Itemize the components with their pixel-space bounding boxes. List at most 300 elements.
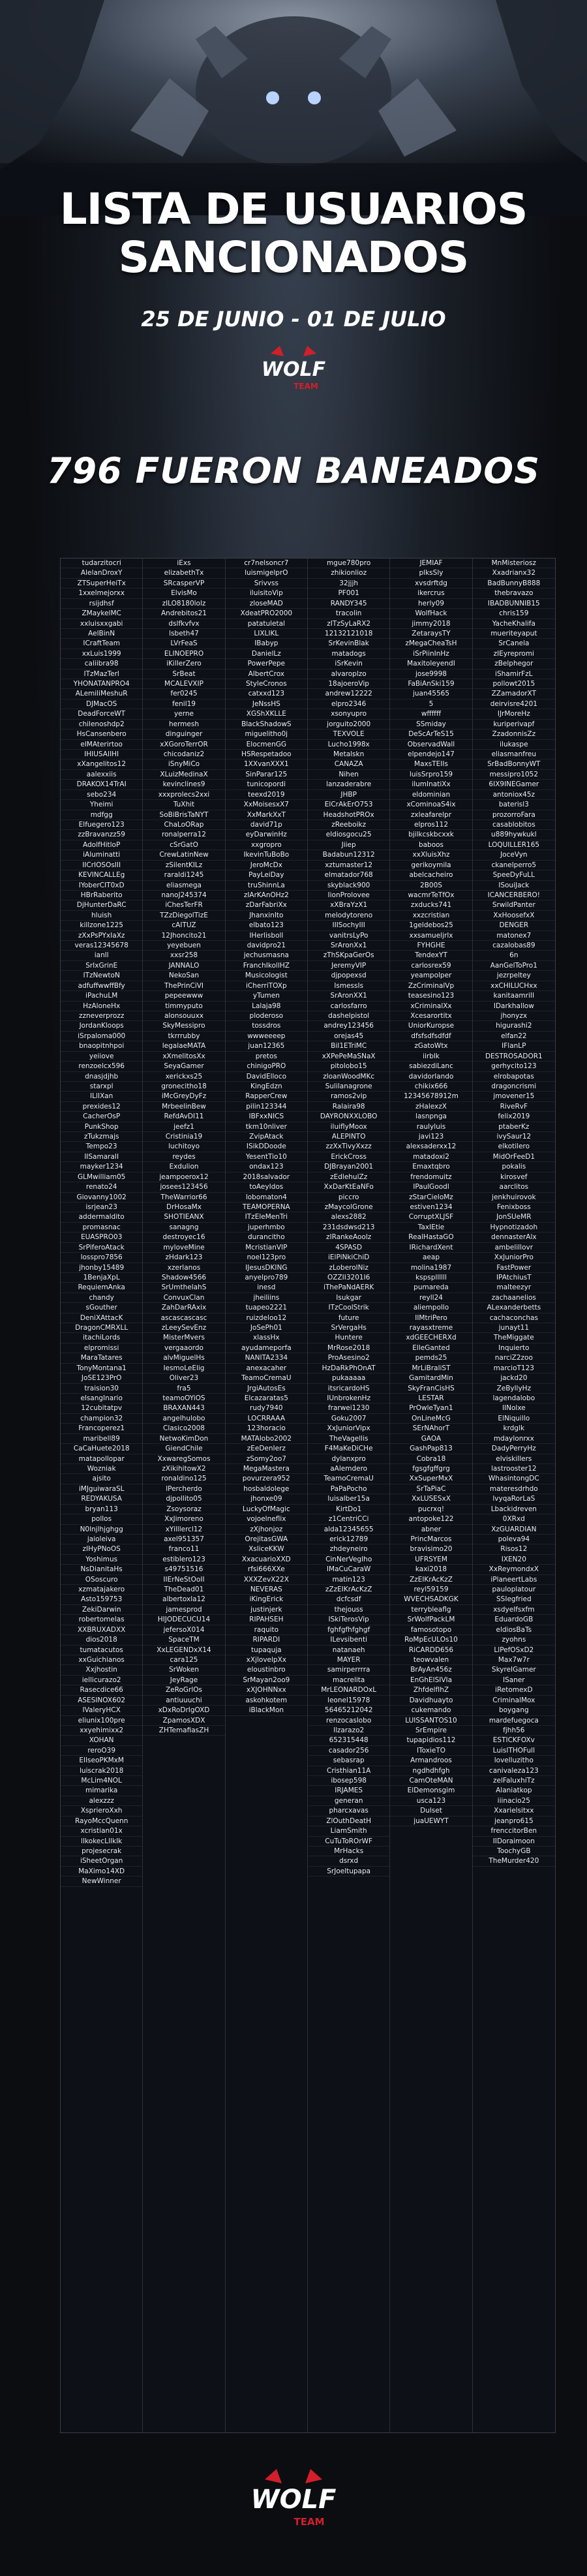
table-cell: jmovener15 bbox=[473, 1092, 555, 1101]
table-cell: Xxadrianx32 bbox=[473, 568, 555, 578]
table-cell: IICrIOSOsIII bbox=[61, 861, 142, 870]
table-cell: renzoelcx596 bbox=[61, 1062, 142, 1071]
table-cell: iPachuLM bbox=[61, 991, 142, 1001]
table-cell: kirosvef bbox=[473, 1173, 555, 1182]
table-cell: IHIUSAIIHI bbox=[61, 750, 142, 759]
table-cell: frenccitorBen bbox=[473, 1826, 555, 1836]
table-cell: jezrpeltey bbox=[473, 971, 555, 981]
table-cell: mdaylonrxx bbox=[473, 1434, 555, 1444]
table-cell: elpros112 bbox=[390, 820, 472, 830]
table-cell: zLeeySevEnz bbox=[143, 1323, 224, 1333]
table-cell: ZzEIKrAcKzZ bbox=[390, 1575, 472, 1585]
table-cell: DJMacOS bbox=[61, 699, 142, 709]
table-cell: WVECHSADKGK bbox=[390, 1595, 472, 1604]
table-cell: JonSUeMR bbox=[473, 1212, 555, 1222]
table-cell: IBabyp bbox=[226, 639, 307, 649]
table-cell: estiven1234 bbox=[390, 1203, 472, 1212]
table-cell: addermaldito bbox=[61, 1212, 142, 1222]
table-cell: xDxRoDrIgOXD bbox=[143, 1706, 224, 1715]
table-cell: pharcxavas bbox=[308, 1806, 389, 1816]
table-cell: s49751516 bbox=[143, 1565, 224, 1574]
table-cell: Metalskn bbox=[308, 750, 389, 759]
table-cell: anyelpro789 bbox=[226, 1273, 307, 1283]
table-cell: TuXhit bbox=[143, 800, 224, 810]
table-cell: iKillerZero bbox=[143, 659, 224, 669]
table-cell: 12132121018 bbox=[308, 629, 389, 639]
table-cell: mimarika bbox=[61, 1786, 142, 1796]
table-cell: Exdulion bbox=[143, 1162, 224, 1172]
table-cell: tkrrrubby bbox=[143, 1032, 224, 1041]
table-cell: IIErNeStOoII bbox=[143, 1575, 224, 1585]
table-cell: XxJimoreno bbox=[143, 1514, 224, 1524]
table-cell: 12Jhoncito21 bbox=[143, 931, 224, 941]
table-cell: fenil19 bbox=[143, 699, 224, 709]
table-column bbox=[390, 559, 472, 2432]
table-cell: ISkiTerosVip bbox=[308, 1615, 389, 1625]
table-cell: RealHastaGO bbox=[390, 1233, 472, 1242]
table-cell: Lalaja98 bbox=[226, 1002, 307, 1011]
table-cell: xdGEECHERXd bbox=[390, 1333, 472, 1343]
table-cell: zMegaCheaTsH bbox=[390, 639, 472, 649]
table-cell: XOHAN bbox=[61, 1736, 142, 1745]
table-cell: Lucho1998x bbox=[308, 740, 389, 750]
table-cell: antopoke122 bbox=[390, 1514, 472, 1524]
table-cell: Yoshimus bbox=[61, 1555, 142, 1565]
table-cell: RoMpEcULOs10 bbox=[390, 1635, 472, 1645]
table-cell: Oliver23 bbox=[143, 1373, 224, 1383]
table-cell: lovelluzitho bbox=[473, 1756, 555, 1766]
table-cell: xxLuis1999 bbox=[61, 649, 142, 659]
table-cell: Dulset bbox=[390, 1806, 472, 1816]
table-cell: junayt11 bbox=[473, 1323, 555, 1333]
table-cell: carlosrex59 bbox=[390, 961, 472, 971]
table-cell: reydes bbox=[143, 1152, 224, 1162]
table-cell: promasnac bbox=[61, 1223, 142, 1233]
table-cell: SkyFranCisHS bbox=[390, 1384, 472, 1394]
table-cell: xztumaster12 bbox=[308, 861, 389, 870]
table-cell: ivySaur12 bbox=[473, 1132, 555, 1142]
table-cell: zXjhonjoz bbox=[226, 1525, 307, 1535]
table-cell: jaioleiva bbox=[61, 1535, 142, 1544]
table-column bbox=[226, 559, 308, 2432]
table-cell: ElCrAkErO753 bbox=[308, 800, 389, 810]
table-cell: CuTuToROrWF bbox=[308, 1837, 389, 1847]
table-cell: SrWoken bbox=[143, 1665, 224, 1675]
table-cell: zILO8180lolz bbox=[143, 599, 224, 609]
table-cell: ILlIXan bbox=[61, 1092, 142, 1101]
table-cell: CaCaHuete2018 bbox=[61, 1444, 142, 1454]
table-cell: lPercherdo bbox=[143, 1484, 224, 1494]
table-cell: erick12789 bbox=[308, 1535, 389, 1544]
table-cell: Inquierto bbox=[473, 1343, 555, 1353]
table-cell: aeap bbox=[390, 1253, 472, 1263]
table-cell: IesmoLeElig bbox=[143, 1364, 224, 1373]
table-cell: XxDarKtEaNFo bbox=[308, 1182, 389, 1192]
table-cell: casablobitos bbox=[473, 820, 555, 830]
table-cell: baboos bbox=[390, 840, 472, 850]
table-cell: MisterMvers bbox=[143, 1333, 224, 1343]
table-cell: pukaaaaa bbox=[308, 1373, 389, 1383]
table-cell: ckanelperro5 bbox=[473, 861, 555, 870]
table-cell: xsdyelfsxfm bbox=[473, 1605, 555, 1615]
table-cell: DJBrayan2001 bbox=[308, 1162, 389, 1172]
table-cell: xXBraYzX1 bbox=[308, 900, 389, 910]
table-cell: ayudameporfa bbox=[226, 1343, 307, 1353]
table-cell: zelFaluxhiTz bbox=[473, 1776, 555, 1786]
table-cell: axel951357 bbox=[143, 1535, 224, 1544]
table-cell: Sulilanagrone bbox=[308, 1082, 389, 1092]
table-cell: CorruptXLJSF bbox=[390, 1212, 472, 1222]
table-cell: xerickxs25 bbox=[143, 1072, 224, 1082]
table-cell: pilin123344 bbox=[226, 1102, 307, 1112]
table-cell: IFlanLP bbox=[473, 1041, 555, 1051]
table-cell: pokalis bbox=[473, 1162, 555, 1172]
table-cell: lanzaderabre bbox=[308, 780, 389, 790]
table-cell: zIRankeAoolz bbox=[308, 1233, 389, 1242]
table-cell: starxpl bbox=[61, 1082, 142, 1092]
table-cell: angelhulobo bbox=[143, 1414, 224, 1424]
table-cell: 2018salvador bbox=[226, 1173, 307, 1182]
table-cell: jheiliins bbox=[226, 1293, 307, 1303]
table-cell: IJesusDKING bbox=[226, 1263, 307, 1273]
table-cell: baterisl3 bbox=[473, 800, 555, 810]
table-cell: XxwaregSomos bbox=[143, 1454, 224, 1464]
table-cell: NetwoKimDon bbox=[143, 1434, 224, 1444]
table-cell: aarclitos bbox=[473, 1182, 555, 1192]
table-cell: Elcazaratas5 bbox=[226, 1394, 307, 1403]
table-cell: LuckyOfMagic bbox=[226, 1505, 307, 1514]
table-cell: lagendalobo bbox=[473, 1394, 555, 1403]
table-cell: SrwildPanter bbox=[473, 900, 555, 910]
table-cell: krdglk bbox=[473, 1424, 555, 1434]
table-cell: DadyPerryHz bbox=[473, 1444, 555, 1454]
table-cell: iShamirFzL bbox=[473, 669, 555, 679]
table-cell: boygang bbox=[473, 1706, 555, 1715]
table-cell: XdeatPRO2000 bbox=[226, 609, 307, 619]
table-cell: fra5 bbox=[143, 1384, 224, 1394]
table-cell: ilukaspe bbox=[473, 740, 555, 750]
table-cell: iRetomexD bbox=[473, 1685, 555, 1695]
table-cell: Davidhuayto bbox=[390, 1696, 472, 1706]
table-cell: REDYAKUSA bbox=[61, 1494, 142, 1504]
table-cell: SoBiBrisTaNYT bbox=[143, 810, 224, 820]
table-cell: veras12345678 bbox=[61, 941, 142, 951]
table-cell: alda12345655 bbox=[308, 1525, 389, 1535]
table-cell: CinNerVegIho bbox=[308, 1555, 389, 1565]
table-cell: Wozniak bbox=[61, 1464, 142, 1474]
table-cell: IValeryHCX bbox=[61, 1706, 142, 1715]
table-cell: ITzNewtoN bbox=[61, 971, 142, 981]
table-cell: lIkokecLlIkIk bbox=[61, 1837, 142, 1847]
table-cell: elfan22 bbox=[473, 1032, 555, 1041]
table-cell: jeefz1 bbox=[143, 1122, 224, 1132]
table-cell: SrUmthelahS bbox=[143, 1283, 224, 1293]
table-cell: SkyreIGamer bbox=[473, 1665, 555, 1675]
table-cell: ElDemonsgim bbox=[390, 1786, 472, 1796]
table-cell: NewWinner bbox=[61, 1877, 142, 1886]
table-cell: JeyRage bbox=[143, 1676, 224, 1685]
table-cell: TEXVOLE bbox=[308, 729, 389, 739]
table-cell: XLuizMedinaX bbox=[143, 770, 224, 780]
table-cell: bjilkcskbcxxk bbox=[390, 830, 472, 840]
table-cell: aAlemdero bbox=[308, 1464, 389, 1474]
hero-illustration bbox=[0, 0, 587, 215]
table-cell: pitolobo15 bbox=[308, 1062, 389, 1071]
table-cell: NsDianitaHs bbox=[61, 1565, 142, 1574]
table-cell: YHONATANPRO4 bbox=[61, 679, 142, 689]
table-cell: pumareda bbox=[390, 1283, 472, 1293]
table-cell: davidpro21 bbox=[226, 941, 307, 951]
table-cell: anexacaher bbox=[226, 1364, 307, 1373]
table-cell: MidOrFeeD1 bbox=[473, 1152, 555, 1162]
table-cell: IRichardXent bbox=[390, 1243, 472, 1253]
table-cell: alvaroplzo bbox=[308, 669, 389, 679]
table-cell: OnLineMcG bbox=[390, 1414, 472, 1424]
table-cell: itachiLords bbox=[61, 1333, 142, 1343]
table-cell: 32jjjh bbox=[308, 579, 389, 589]
table-cell: SkyMessipro bbox=[143, 1021, 224, 1031]
table-column bbox=[143, 559, 225, 2432]
table-cell: zachaanelios bbox=[473, 1293, 555, 1303]
table-cell: tracolin bbox=[308, 609, 389, 619]
table-cell: yTumen bbox=[226, 991, 307, 1001]
table-cell: iChesTerFR bbox=[143, 900, 224, 910]
table-cell: xCominoaS4ix bbox=[390, 800, 472, 810]
table-cell: KingEdzn bbox=[226, 1082, 307, 1092]
table-cell: HSRespetadoo bbox=[226, 750, 307, 759]
table-cell: BrAyAn456z bbox=[390, 1665, 472, 1675]
table-cell: miguelitho0j bbox=[226, 729, 307, 739]
table-cell: TaxIEtie bbox=[390, 1223, 472, 1233]
table-cell: iMJguiwaraSL bbox=[61, 1484, 142, 1494]
table-cell: NANITA2334 bbox=[226, 1353, 307, 1363]
table-cell: Musicologist bbox=[226, 971, 307, 981]
table-cell: fghfgfhfghgf bbox=[308, 1625, 389, 1635]
table-cell: XxacuarioXXD bbox=[226, 1555, 307, 1565]
table-cell: skyblack900 bbox=[308, 881, 389, 891]
table-cell: CriminalMox bbox=[473, 1696, 555, 1706]
table-cell: 12cubitatpv bbox=[61, 1403, 142, 1413]
table-cell: 1XXvanXXX1 bbox=[226, 759, 307, 769]
table-cell: JeNssHS bbox=[226, 699, 307, 709]
table-cell: jhonxe09 bbox=[226, 1494, 307, 1504]
table-cell: zReeboikz bbox=[308, 820, 389, 830]
table-cell: teowvalen bbox=[390, 1655, 472, 1665]
table-cell: elsangInario bbox=[61, 1394, 142, 1403]
table-cell: kevinclines9 bbox=[143, 780, 224, 790]
table-cell: ALexanderbetts bbox=[473, 1303, 555, 1313]
table-cell: xYilllercl12 bbox=[143, 1525, 224, 1535]
table-cell: franco11 bbox=[143, 1544, 224, 1554]
wolf-logo-icon bbox=[258, 345, 329, 395]
table-cell: MaxsTEIIs bbox=[390, 759, 472, 769]
table-cell: ALemiliMeshuR bbox=[61, 689, 142, 699]
table-cell: 0XRxd bbox=[473, 1514, 555, 1524]
table-cell: lobomaton4 bbox=[226, 1193, 307, 1203]
table-cell: SrJoeltupapa bbox=[308, 1867, 389, 1877]
table-cell: LlPefOSxD2 bbox=[473, 1646, 555, 1655]
table-cell: Rasecdice66 bbox=[61, 1685, 142, 1695]
table-cell: cr7nelsoncr7 bbox=[226, 559, 307, 568]
table-cell: eliunix100pre bbox=[61, 1716, 142, 1726]
table-cell: askohkotem bbox=[226, 1696, 307, 1706]
table-cell: pollos bbox=[61, 1514, 142, 1524]
table-cell: ilumInatiXx bbox=[390, 780, 472, 790]
table-cell: ramos2vip bbox=[308, 1092, 389, 1101]
table-cell: melodytoreno bbox=[308, 911, 389, 921]
table-cell: raquito bbox=[226, 1625, 307, 1635]
table-cell: PayLeiDay bbox=[226, 870, 307, 880]
table-cell: BadBunnyB888 bbox=[473, 579, 555, 589]
table-column bbox=[308, 559, 390, 2432]
table-cell: ISaner bbox=[473, 1676, 555, 1685]
table-cell: generan bbox=[308, 1796, 389, 1806]
table-cell: povurzera952 bbox=[226, 1474, 307, 1484]
table-cell: SrTaPiaC bbox=[390, 1484, 472, 1494]
table-cell: elkotilero bbox=[473, 1142, 555, 1152]
table-cell: jefersoX014 bbox=[143, 1625, 224, 1635]
table-cell: Yheimi bbox=[61, 800, 142, 810]
table-cell: bnaopitnhpoi bbox=[61, 1041, 142, 1051]
table-cell: teexd2019 bbox=[226, 790, 307, 800]
table-cell: Badabun12312 bbox=[308, 850, 389, 860]
table-cell: AlelanDroxY bbox=[61, 568, 142, 578]
table-cell: Goku2007 bbox=[308, 1414, 389, 1424]
table-cell: kanitaamriII bbox=[473, 991, 555, 1001]
table-cell: JhanxinIto bbox=[226, 911, 307, 921]
table-cell: xsonyupro bbox=[308, 709, 389, 719]
table-cell: DanielLz bbox=[226, 649, 307, 659]
table-cell: MaXimo14XD bbox=[61, 1867, 142, 1877]
table-cell: MrRose2018 bbox=[308, 1343, 389, 1353]
table-cell: ZhfdelfIhZ bbox=[390, 1685, 472, 1695]
table-cell: wacmrTeTfOx bbox=[390, 891, 472, 900]
table-cell: mayker1234 bbox=[61, 1162, 142, 1172]
table-cell: Cobra18 bbox=[390, 1454, 472, 1464]
table-cell: ZlOuthDeatH bbox=[308, 1817, 389, 1826]
table-cell: zIEyrepromi bbox=[473, 649, 555, 659]
table-cell: EnGhElSIVIa bbox=[390, 1676, 472, 1685]
table-cell: 1geldebos25 bbox=[390, 921, 472, 930]
table-cell: thebravazo bbox=[473, 589, 555, 598]
table-cell: IYoberCIT0xD bbox=[61, 881, 142, 891]
table-cell: ISouiJack bbox=[473, 881, 555, 891]
table-cell: PaPaPocho bbox=[308, 1484, 389, 1494]
table-cell: chinigoPRO bbox=[226, 1062, 307, 1071]
table-cell: 5 bbox=[390, 699, 472, 709]
table-cell: tumatacutos bbox=[61, 1646, 142, 1655]
table-cell: SrIxGrinE bbox=[61, 961, 142, 971]
table-cell: eldominian bbox=[390, 790, 472, 800]
table-cell: macrelita bbox=[308, 1676, 389, 1685]
table-cell: YesentTio10 bbox=[226, 1152, 307, 1162]
table-cell: MegaMastera bbox=[226, 1464, 307, 1474]
table-cell: jackd20 bbox=[473, 1373, 555, 1383]
table-cell: Nihen bbox=[308, 770, 389, 780]
table-cell: juperhmbo bbox=[226, 1223, 307, 1233]
table-cell: KirtDo1 bbox=[308, 1505, 389, 1514]
table-cell: XxLEGENDxX14 bbox=[143, 1646, 224, 1655]
table-cell: killzone1225 bbox=[61, 921, 142, 930]
table-cell: IToxieTO bbox=[390, 1746, 472, 1756]
table-cell: PowerPepe bbox=[226, 659, 307, 669]
table-cell: JoSE123PrO bbox=[61, 1373, 142, 1383]
table-cell: elizabethTx bbox=[143, 568, 224, 578]
table-cell: IHerlisboll bbox=[226, 931, 307, 941]
table-cell: DAYRONXXLOBO bbox=[308, 1112, 389, 1122]
table-cell: sGouther bbox=[61, 1303, 142, 1313]
table-cell: Shadow4566 bbox=[143, 1273, 224, 1283]
table-cell: SrCanela bbox=[473, 639, 555, 649]
table-cell: zGatoWtx bbox=[390, 1041, 472, 1051]
table-cell: inesd bbox=[226, 1283, 307, 1293]
table-cell: elrobapotas bbox=[473, 1072, 555, 1082]
table-cell: elpendejo147 bbox=[390, 750, 472, 759]
table-cell: abner bbox=[390, 1525, 472, 1535]
table-cell: losspro7856 bbox=[61, 1253, 142, 1263]
table-cell: LiamSmith bbox=[308, 1826, 389, 1836]
table-cell: Zsoysoraz bbox=[143, 1505, 224, 1514]
table-cell: 2B00S bbox=[390, 881, 472, 891]
table-cell: matadogs bbox=[308, 649, 389, 659]
table-cell: JEMIAF bbox=[390, 559, 472, 568]
table-cell: dinguinger bbox=[143, 729, 224, 739]
table-cell: HeadshotPROx bbox=[308, 810, 389, 820]
table-cell: XxSuperMxX bbox=[390, 1474, 472, 1484]
table-cell: zXxPsPYxIaXz bbox=[61, 931, 142, 941]
table-cell: PrOwleTyan1 bbox=[390, 1403, 472, 1413]
table-cell: ZzCriminalVp bbox=[390, 981, 472, 991]
table-cell: legalaeMATA bbox=[143, 1041, 224, 1051]
table-cell: xxzcristian bbox=[390, 911, 472, 921]
table-cell: piccro bbox=[308, 1193, 389, 1203]
table-cell: Giovanny1002 bbox=[61, 1193, 142, 1203]
table-cell: Isukgar bbox=[308, 1293, 389, 1303]
table-cell: juaUEWYT bbox=[390, 1817, 472, 1826]
table-cell: RayoMccQuenn bbox=[61, 1817, 142, 1826]
table-cell: samirperrrra bbox=[308, 1665, 389, 1675]
table-cell: DragonCMRXLL bbox=[61, 1323, 142, 1333]
table-cell: HsCansenbero bbox=[61, 729, 142, 739]
table-cell: XxLUSESxX bbox=[390, 1494, 472, 1504]
table-cell: SinParar125 bbox=[226, 770, 307, 780]
table-cell: Xxarielsitxx bbox=[473, 1806, 555, 1816]
table-cell: iSrpaloma000 bbox=[61, 1032, 142, 1041]
table-cell: Srivvss bbox=[226, 579, 307, 589]
table-cell: iiinacio25 bbox=[473, 1796, 555, 1806]
table-cell: jhonyzx bbox=[473, 1011, 555, 1021]
table-cell: renzocaslobo bbox=[308, 1716, 389, 1726]
table-cell: TEAMOPERNA bbox=[226, 1203, 307, 1212]
table-cell: deirvisre4201 bbox=[473, 699, 555, 709]
table-cell: ronaldino125 bbox=[143, 1474, 224, 1484]
table-cell: destroyec16 bbox=[143, 1233, 224, 1242]
table-cell: 231dsdwsd213 bbox=[308, 1223, 389, 1233]
wolf-team-logo-bottom bbox=[248, 2468, 339, 2533]
table-cell: WhasintongDC bbox=[473, 1474, 555, 1484]
table-cell: RANDY345 bbox=[308, 599, 389, 609]
table-cell: DRAKOX14TrAI bbox=[61, 780, 142, 790]
table-cell: LuisITHOFull bbox=[473, 1746, 555, 1756]
wolf-team-logo-top bbox=[258, 345, 329, 395]
table-cell: elbato123 bbox=[226, 921, 307, 930]
table-cell: ChaLoORap bbox=[143, 820, 224, 830]
table-cell: gronecitho18 bbox=[143, 1082, 224, 1092]
table-cell: ronalperra12 bbox=[143, 830, 224, 840]
table-cell: SrBeat bbox=[143, 669, 224, 679]
table-cell: XXXZevX22X bbox=[226, 1575, 307, 1585]
table-cell: future bbox=[308, 1313, 389, 1323]
